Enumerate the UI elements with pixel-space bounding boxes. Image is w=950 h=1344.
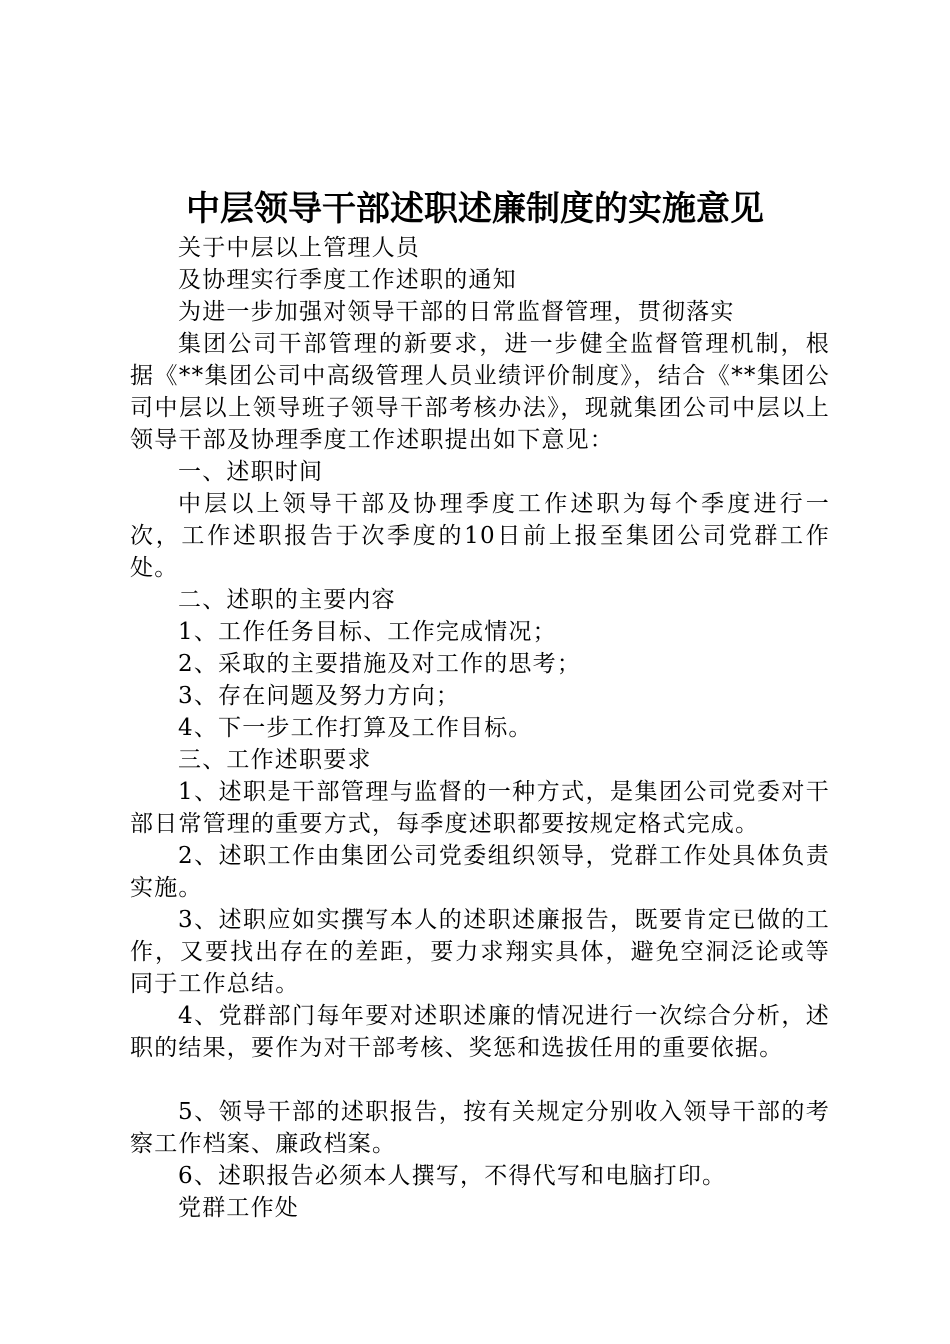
list-item-2-3: 3、存在问题及努力方向； — [178, 683, 461, 709]
document-body — [130, 232, 830, 1224]
list-item-3-2: 2、述职工作由集团公司党委组织领导，党群工作处具体负责实施。 — [130, 843, 830, 901]
list-item-3-4: 4、党群部门每年要对述职述廉的情况进行一次综合分析，述职的结果，要作为对干部考核、奖惩和选拔任用的重要依据。 — [130, 1003, 830, 1061]
section-heading-3: 三、工作述职要求 — [178, 747, 372, 773]
paragraph-intro-1: 为进一步加强对领导干部的日常监督管理，贯彻落实 — [178, 299, 735, 325]
section-heading-2: 二、述职的主要内容 — [178, 587, 396, 613]
blank-line — [130, 1064, 830, 1096]
list-item-3-5: 5、领导干部的述职报告，按有关规定分别收入领导干部的考察工作档案、廉政档案。 — [130, 1099, 830, 1157]
list-item-2-2: 2、采取的主要措施及对工作的思考； — [178, 651, 582, 677]
section-heading-1: 一、述职时间 — [178, 459, 324, 485]
list-item-2-4: 4、下一步工作打算及工作目标。 — [178, 715, 533, 741]
list-item-3-1: 1、述职是干部管理与监督的一种方式，是集团公司党委对干部日常管理的重要方式，每季度述职都要按规定格式完成。 — [130, 779, 830, 837]
list-item-2-1: 1、工作任务目标、工作完成情况； — [178, 619, 557, 645]
paragraph-section-1: 中层以上领导干部及协理季度工作述职为每个季度进行一次，工作述职报告于次季度的10日前上报至集团公司党群工作处。 — [130, 491, 830, 581]
list-item-3-3: 3、述职应如实撰写本人的述职述廉报告，既要肯定已做的工作，又要找出存在的差距，要力求翔实具体，避免空洞泛论或等同于工作总结。 — [130, 907, 830, 997]
paragraph-intro-2: 集团公司干部管理的新要求，进一步健全监督管理机制，根据《**集团公司中高级管理人员业绩评价制度》，结合《**集团公司中层以上领导班子领导干部考核办法》，现就集团公司中层以上领导干部及协理季度工作述职提出如下意见： — [130, 331, 830, 453]
signature-department: 党群工作处 — [178, 1195, 299, 1221]
document-title: 中层领导干部述职述廉制度的实施意见 — [186, 189, 764, 229]
paragraph-heading-line-1: 关于中层以上管理人员 — [178, 235, 420, 261]
list-item-3-6: 6、述职报告必须本人撰写，不得代写和电脑打印。 — [178, 1163, 727, 1189]
paragraph-heading-line-2: 及协理实行季度工作述职的通知 — [178, 267, 517, 293]
